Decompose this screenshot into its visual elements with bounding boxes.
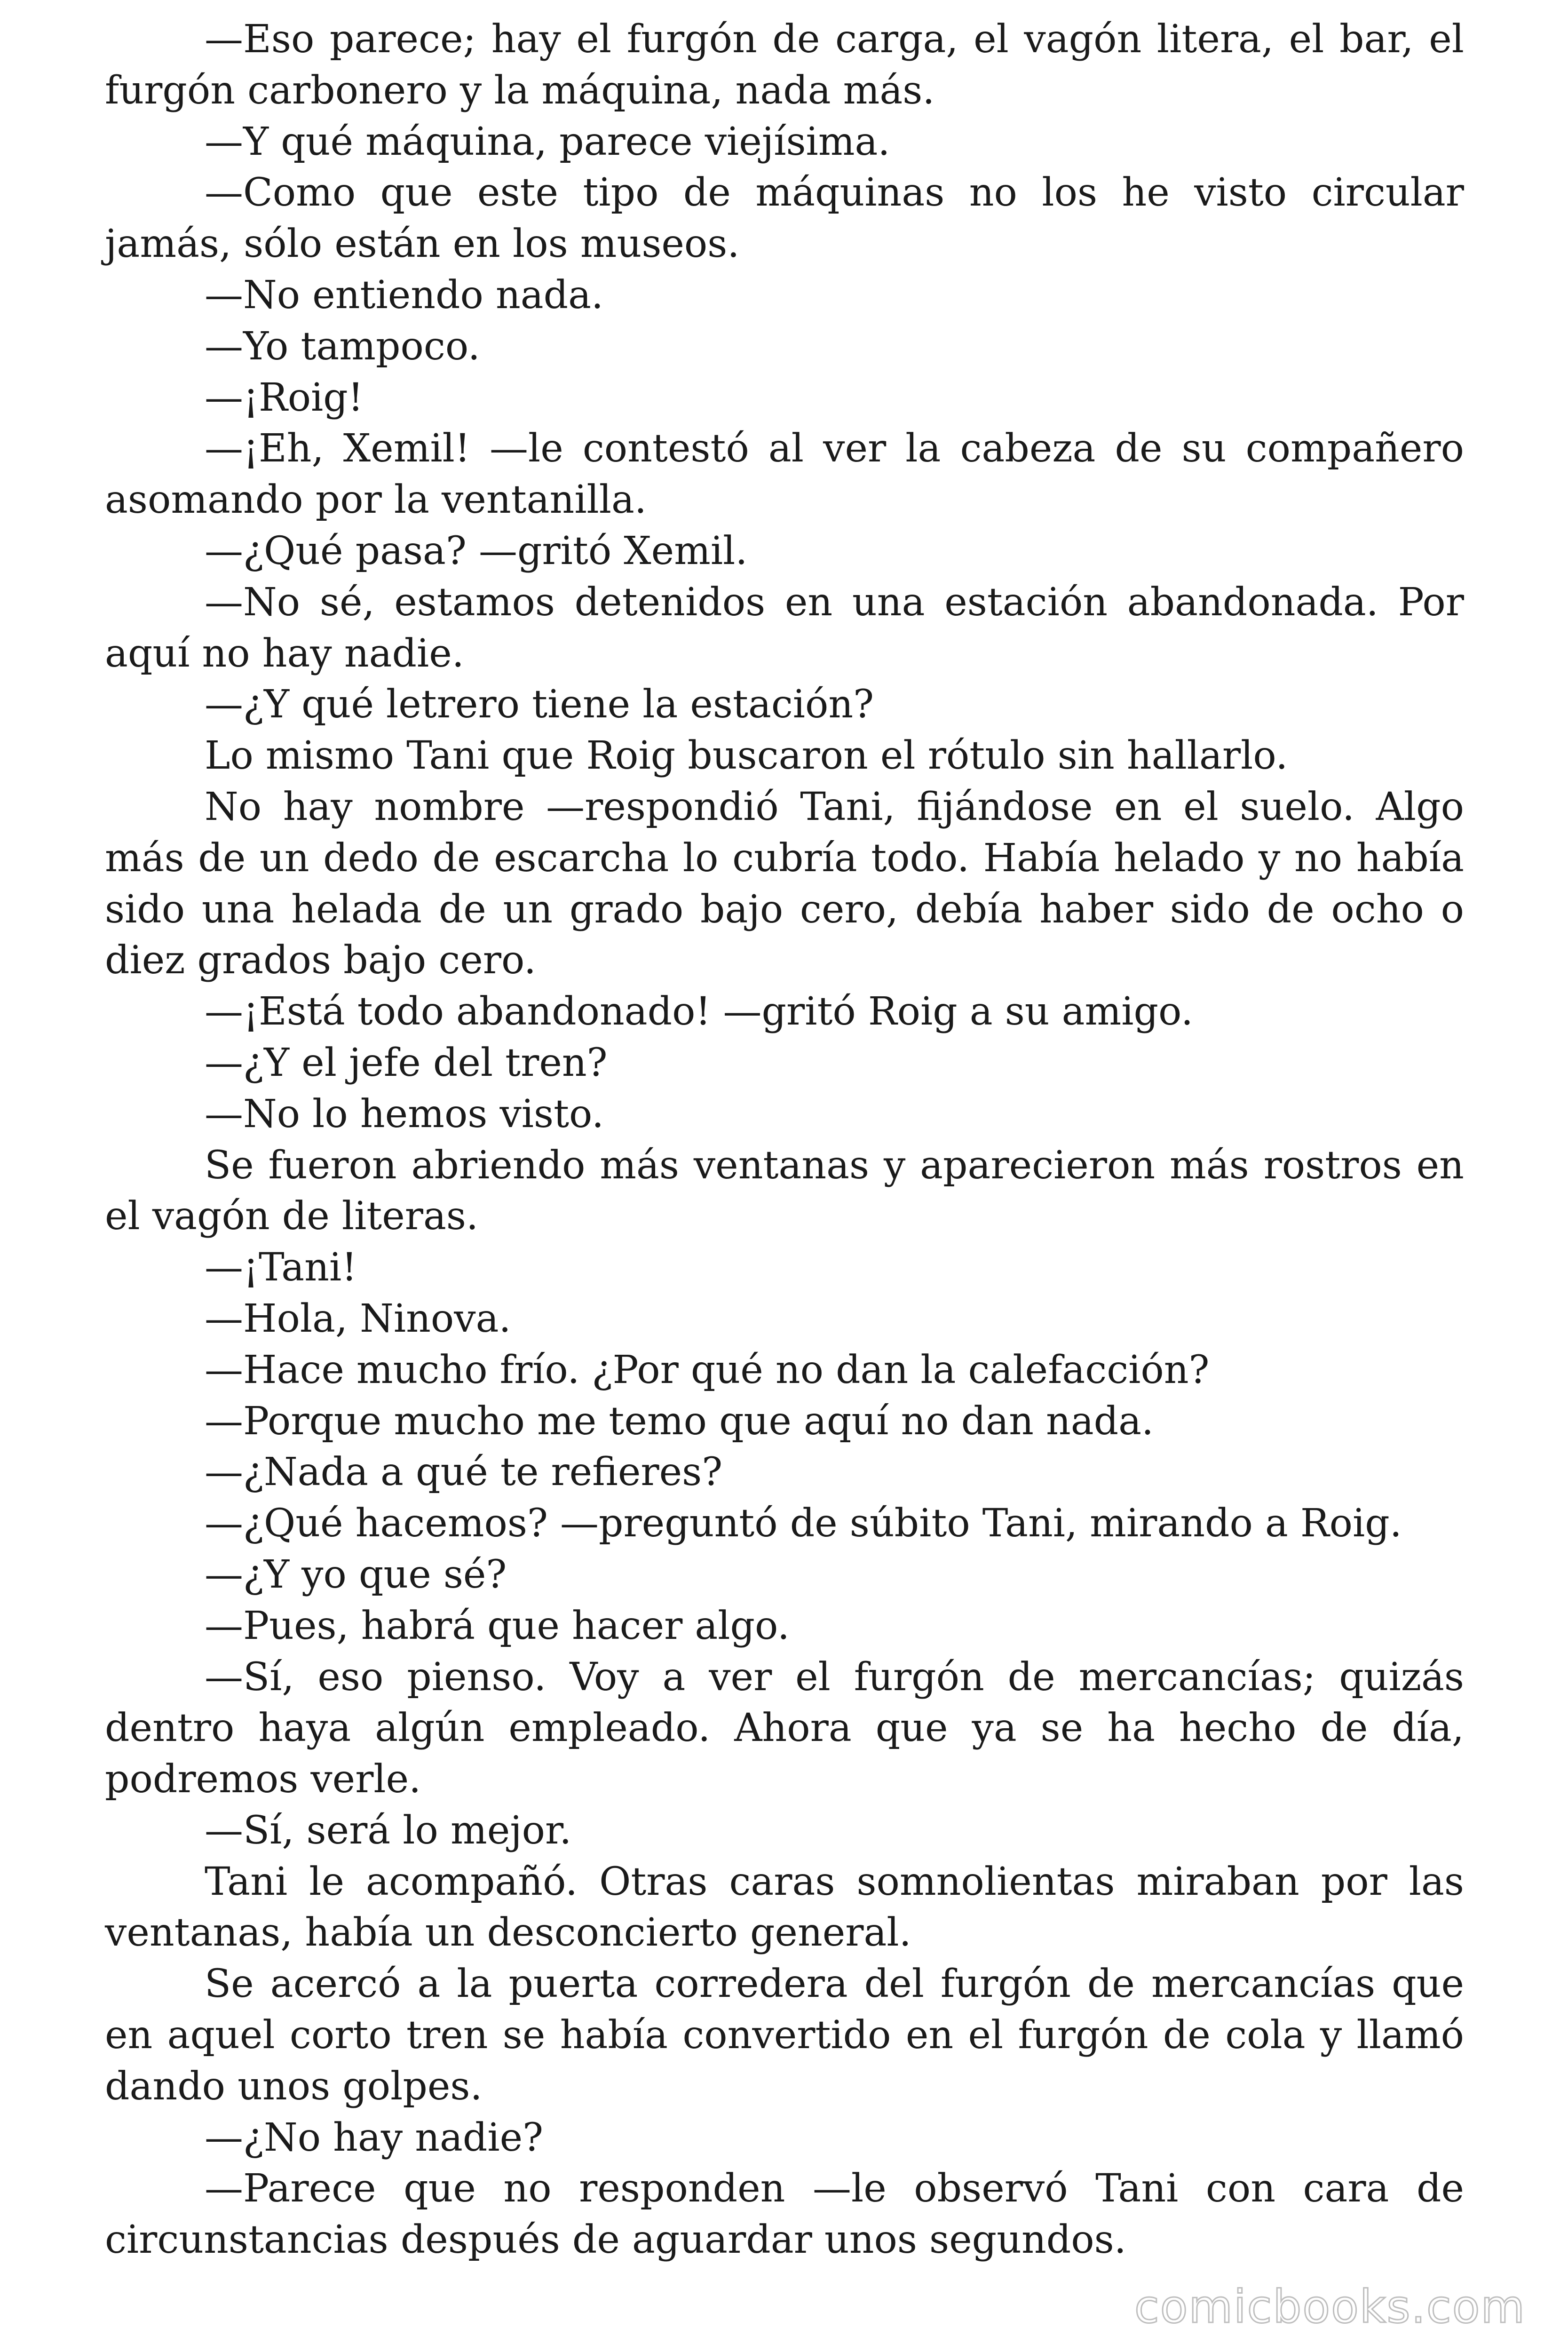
paragraph: Tani le acompañó. Otras caras somnolientas miraban por las ventanas, había un desconcierto general. [105, 1859, 1464, 1955]
paragraph: —¿Qué hacemos? —preguntó de súbito Tani, mirando a Roig. [205, 1501, 1402, 1546]
paragraph: —¡Tani! [205, 1245, 357, 1290]
paragraph: Se fueron abriendo más ventanas y aparecieron más rostros en el vagón de literas. [105, 1143, 1464, 1239]
paragraph: —¿Nada a qué te refieres? [205, 1450, 723, 1495]
paragraph: —¡Roig! [205, 375, 364, 420]
paragraph: —Porque mucho me temo que aquí no dan nada. [205, 1398, 1154, 1444]
paragraph: Lo mismo Tani que Roig buscaron el rótulo sin hallarlo. [205, 733, 1288, 779]
paragraph: —Pues, habrá que hacer algo. [205, 1603, 790, 1648]
paragraph: —¿Y el jefe del tren? [205, 1040, 608, 1085]
paragraph: —Hola, Ninova. [205, 1296, 511, 1341]
paragraph: —Como que este tipo de máquinas no los he visto circular jamás, sólo están en los museos. [105, 170, 1464, 267]
book-page [105, 14, 1464, 2266]
paragraph: —No sé, estamos detenidos en una estación abandonada. Por aquí no hay nadie. [105, 580, 1464, 676]
paragraph: —¡Eh, Xemil! —le contestó al ver la cabeza de su compañero asomando por la ventanilla. [105, 426, 1464, 523]
paragraph: —No entiendo nada. [205, 272, 604, 318]
paragraph: —Sí, eso pienso. Voy a ver el furgón de mercancías; quizás dentro haya algún empleado. Ahora que ya se ha hecho de día, podremos verle. [105, 1654, 1464, 1802]
paragraph: —No lo hemos visto. [205, 1091, 604, 1136]
paragraph: —¿Y qué letrero tiene la estación? [205, 682, 874, 727]
paragraph: —¿Y yo que sé? [205, 1552, 507, 1597]
paragraph: —Eso parece; hay el furgón de carga, el vagón litera, el bar, el furgón carbonero y la máquina, nada más. [105, 17, 1464, 113]
paragraph: Se acercó a la puerta corredera del furgón de mercancías que en aquel corto tren se había convertido en el furgón de cola y llamó dando unos golpes. [105, 1962, 1464, 2109]
paragraph: —¿Qué pasa? —gritó Xemil. [205, 528, 748, 573]
paragraph: —Sí, será lo mejor. [205, 1808, 572, 1853]
paragraph: —¡Está todo abandonado! —gritó Roig a su amigo. [205, 989, 1194, 1034]
paragraph: —Yo tampoco. [205, 324, 480, 369]
paragraph: —Y qué máquina, parece viejísima. [205, 119, 890, 164]
paragraph: —Parece que no responden —le observó Tani con cara de circunstancias después de aguardar unos segundos. [105, 2166, 1464, 2263]
paragraph: —Hace mucho frío. ¿Por qué no dan la calefacción? [205, 1347, 1210, 1392]
paragraph: No hay nombre —respondió Tani, fijándose en el suelo. Algo más de un dedo de escarcha lo cubría todo. Había helado y no había sido una helada de un grado bajo cero, debía haber sido de ocho o diez grados bajo cero. [105, 784, 1464, 983]
watermark: comicbooks.com [1134, 2280, 1526, 2333]
paragraph: —¿No hay nadie? [205, 2115, 544, 2160]
